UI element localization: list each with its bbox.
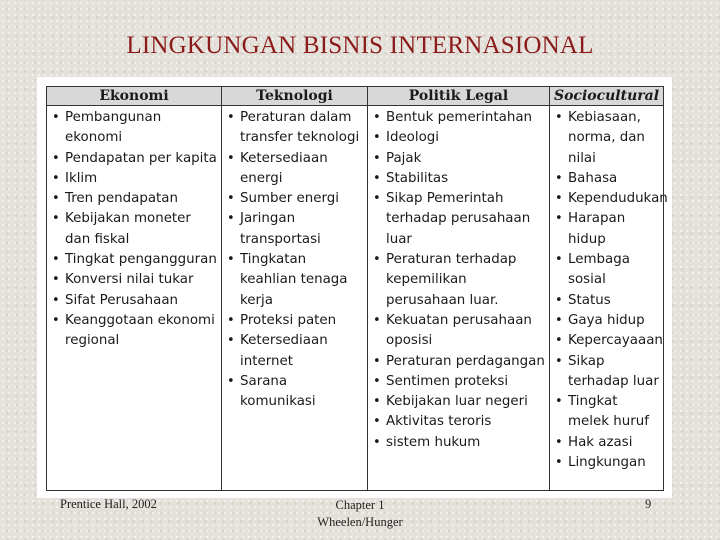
list-item (555, 108, 661, 169)
list-item (555, 392, 661, 433)
list-item (227, 149, 365, 190)
list-item (373, 149, 547, 169)
list-item (227, 331, 365, 372)
politik-legal-list (368, 106, 549, 453)
list-item-text: Pembangunan ekonomi (65, 110, 162, 146)
list-item-text: Keanggotaan ekonomi regional (65, 312, 215, 349)
header-ekonomi: Ekonomi (47, 87, 222, 106)
bullet-icon: • (373, 252, 381, 268)
bullet-icon: • (227, 211, 235, 227)
column-sociocultural (550, 106, 668, 491)
list-item (52, 209, 219, 250)
list-item-text: Pajak (386, 150, 422, 166)
list-item-text: sistem hukum (386, 434, 481, 450)
bullet-icon: • (373, 373, 381, 389)
bullet-icon: • (227, 252, 235, 268)
list-item-text: Kependudukan (568, 191, 668, 207)
list-item (373, 250, 547, 311)
list-item-text: Proteksi paten (240, 312, 337, 328)
list-item (227, 372, 365, 413)
list-item-text: Sikap terhadap luar (568, 353, 659, 389)
list-item (555, 209, 661, 250)
bullet-icon: • (227, 150, 235, 166)
list-item (227, 311, 365, 331)
list-item (52, 108, 219, 149)
list-item (227, 250, 365, 311)
list-item-text: Sikap Pemerintah terhadap perusahaan luar (386, 191, 531, 247)
list-item-text: Tren pendapatan (65, 191, 178, 207)
list-item-text: Sumber energi (240, 191, 339, 207)
column-teknologi (222, 106, 368, 491)
list-item (52, 291, 219, 311)
footer-publisher: Prentice Hall, 2002 (60, 497, 157, 511)
list-item-text: Harapan hidup (568, 211, 626, 247)
bullet-icon: • (373, 170, 381, 186)
bullet-icon: • (227, 333, 235, 349)
list-item-text: Tingkat melek huruf (568, 394, 649, 430)
bullet-icon: • (555, 353, 563, 369)
bullet-icon: • (555, 211, 563, 227)
environment-table-image (37, 77, 672, 498)
teknologi-list (222, 106, 367, 412)
bullet-icon: • (52, 312, 60, 328)
bullet-icon: • (52, 110, 60, 125)
table-body-row (47, 106, 664, 491)
list-item (227, 108, 365, 149)
bullet-icon: • (52, 252, 60, 268)
list-item-text: Kebijakan luar negeri (386, 394, 528, 410)
bullet-icon: • (52, 292, 60, 308)
list-item (373, 372, 547, 392)
list-item (373, 433, 547, 453)
bullet-icon: • (52, 272, 60, 288)
bullet-icon: • (227, 110, 235, 125)
header-politik-legal: Politik Legal (368, 87, 550, 106)
bullet-icon: • (52, 150, 60, 166)
list-item-text: Gaya hidup (568, 312, 645, 328)
list-item (373, 189, 547, 250)
bullet-icon: • (227, 373, 235, 389)
column-ekonomi (47, 106, 222, 491)
list-item (555, 331, 661, 351)
list-item-text: Tingkat pengangguran (65, 252, 217, 268)
list-item-text: Ketersediaan internet (240, 333, 328, 369)
list-item (52, 311, 219, 352)
list-item-text: Stabilitas (386, 170, 449, 186)
list-item (555, 352, 661, 393)
environment-table (46, 86, 668, 491)
list-item-text: Peraturan dalam transfer teknologi (240, 110, 360, 146)
bullet-icon: • (373, 110, 381, 125)
list-item-text: Hak azasi (568, 434, 633, 450)
list-item-text: Status (568, 292, 611, 308)
list-item-text: Jaringan transportasi (240, 211, 321, 247)
bullet-icon: • (373, 312, 381, 328)
slide-title: LINGKUNGAN BISNIS INTERNASIONAL (126, 32, 594, 59)
bullet-icon: • (373, 150, 381, 166)
list-item-text: Ideologi (386, 130, 440, 146)
list-item-text: Kebiasaan, norma, dan nilai (568, 110, 645, 166)
bullet-icon: • (555, 252, 563, 268)
list-item-text: Iklim (65, 170, 98, 186)
list-item (555, 250, 661, 291)
list-item-text: Kepercayaaan (568, 333, 663, 349)
bullet-icon: • (52, 170, 60, 186)
list-item-text: Sifat Perusahaan (65, 292, 179, 308)
list-item (373, 108, 547, 128)
bullet-icon: • (555, 191, 563, 207)
list-item (52, 189, 219, 209)
list-item (52, 250, 219, 270)
list-item-text: Sarana komunikasi (240, 373, 316, 410)
list-item-text: Bahasa (568, 170, 618, 186)
list-item (52, 270, 219, 290)
list-item (373, 412, 547, 432)
list-item-text: Konversi nilai tukar (65, 272, 194, 288)
bullet-icon: • (373, 414, 381, 430)
list-item (555, 189, 668, 209)
column-politik-legal (368, 106, 550, 491)
list-item (373, 128, 547, 148)
list-item (373, 352, 547, 372)
list-item-text: Bentuk pemerintahan (386, 110, 533, 125)
bullet-icon: • (555, 455, 563, 471)
bullet-icon: • (555, 110, 563, 125)
list-item (227, 209, 365, 250)
bullet-icon: • (227, 191, 235, 207)
footer-chapter (0, 497, 720, 531)
bullet-icon: • (373, 130, 381, 146)
list-item (52, 149, 219, 169)
bullet-icon: • (52, 211, 60, 227)
list-item (555, 169, 661, 189)
bullet-icon: • (555, 333, 563, 349)
list-item-text: Ketersediaan energi (240, 150, 328, 186)
list-item-text: Aktivitas teroris (386, 414, 492, 430)
list-item (373, 392, 547, 412)
list-item (227, 189, 365, 209)
list-item-text: Kebijakan moneter dan fiskal (65, 211, 191, 247)
list-item-text: Tingkatan keahlian tenaga kerja (240, 252, 348, 308)
bullet-icon: • (52, 191, 60, 207)
list-item-text: Kekuatan perusahaan oposisi (386, 312, 532, 349)
list-item-text: Lembaga sosial (568, 252, 630, 288)
list-item (555, 311, 661, 331)
list-item (555, 433, 661, 453)
list-item-text: Lingkungan (568, 455, 646, 471)
bullet-icon: • (555, 394, 563, 410)
list-item (52, 169, 219, 189)
bullet-icon: • (555, 170, 563, 186)
bullet-icon: • (227, 312, 235, 328)
footer-authors-line: Wheelen/Hunger (317, 515, 403, 529)
ekonomi-list (47, 106, 221, 352)
bullet-icon: • (555, 312, 563, 328)
bullet-icon: • (373, 191, 381, 207)
list-item-text: Peraturan terhadap kepemilikan perusahaan luar. (386, 252, 517, 308)
list-item-text: Peraturan perdagangan (386, 353, 545, 369)
list-item (555, 453, 661, 473)
table-header-row (47, 87, 664, 106)
bullet-icon: • (555, 292, 563, 308)
list-item-text: Sentimen proteksi (386, 373, 509, 389)
list-item (373, 169, 547, 189)
list-item (555, 291, 661, 311)
sociocultural-list (550, 106, 668, 473)
header-teknologi: Teknologi (222, 87, 368, 106)
bullet-icon: • (373, 353, 381, 369)
list-item (373, 311, 547, 352)
footer-chapter-line: Chapter 1 (335, 498, 385, 512)
bullet-icon: • (373, 434, 381, 450)
list-item-text: Pendapatan per kapita (65, 150, 217, 166)
header-sociocultural: Sociocultural (550, 87, 664, 106)
bullet-icon: • (373, 394, 381, 410)
bullet-icon: • (555, 434, 563, 450)
footer-page-number: 9 (645, 497, 652, 511)
